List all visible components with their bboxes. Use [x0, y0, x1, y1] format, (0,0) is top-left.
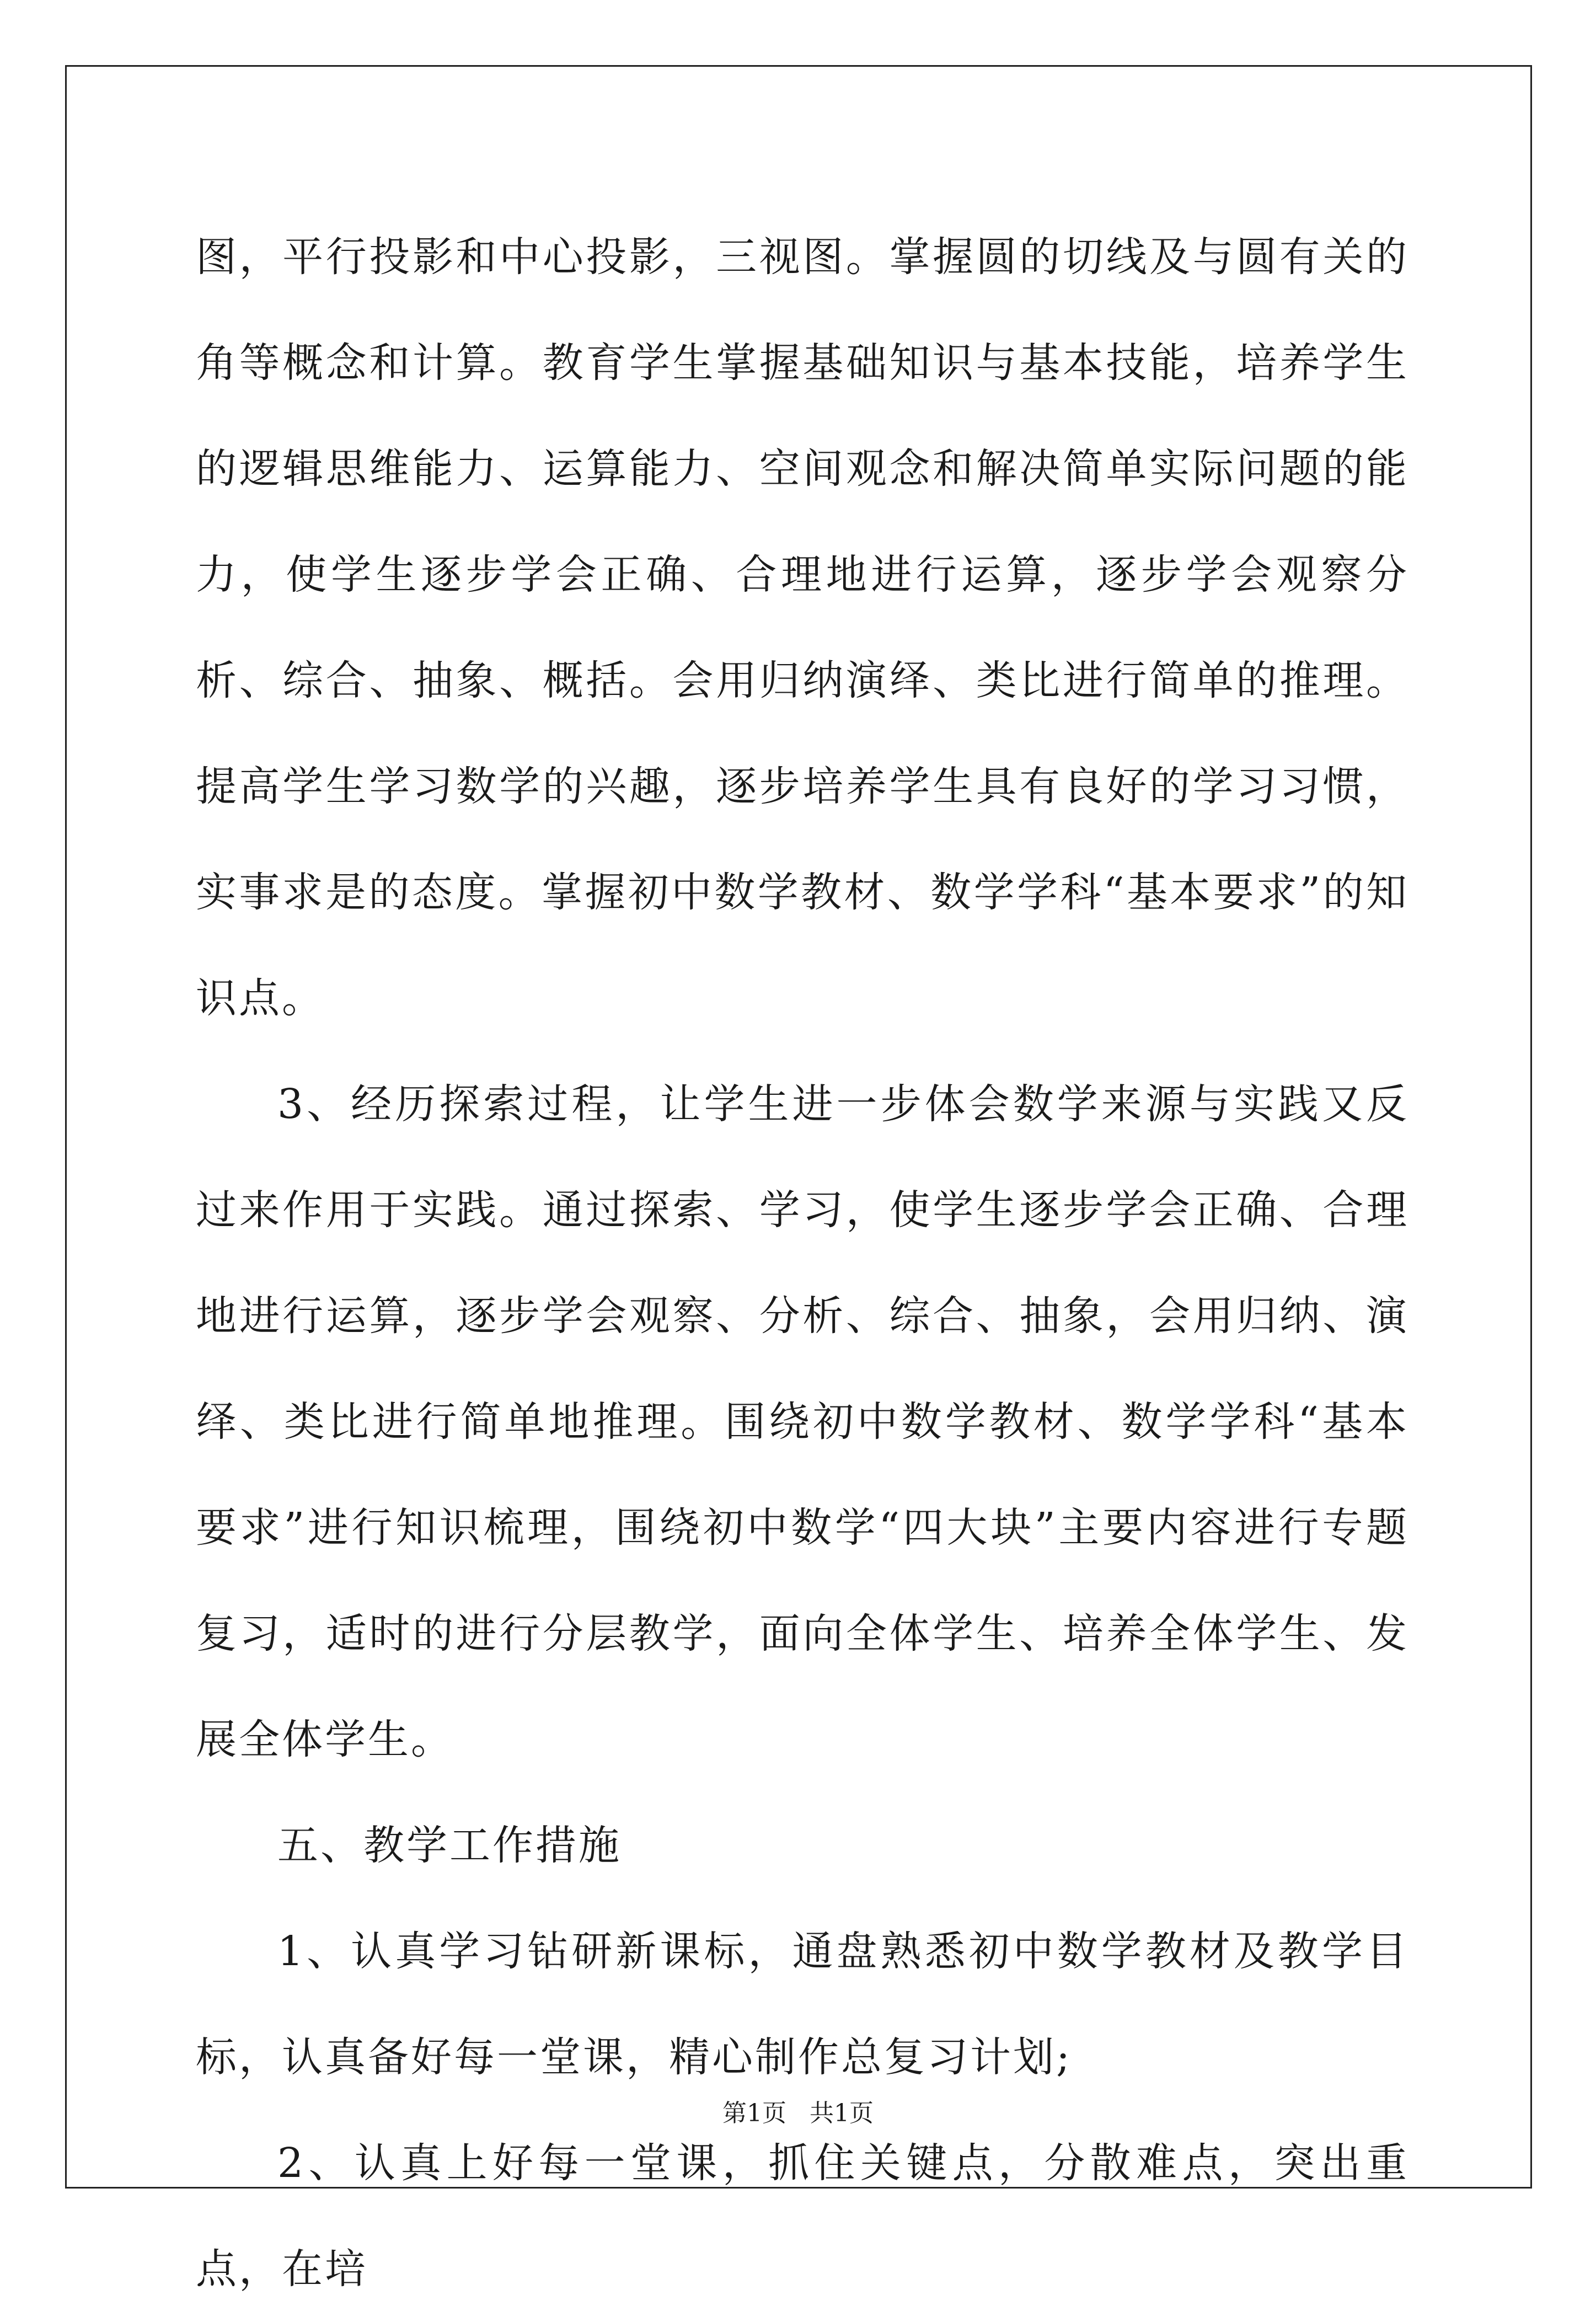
- paragraph-4: 2、认真上好每一堂课，抓住关键点，分散难点，突出重点，在培: [196, 2139, 1409, 2293]
- section-heading: 五、教学工作措施: [277, 1822, 622, 1869]
- paragraph-3: 1、认真学习钻研新课标，通盘熟悉初中数学教材及教学目标，认真备好每一堂课，精心制作总复习计划;: [196, 1928, 1409, 2081]
- paragraph-1: 图，平行投影和中心投影，三视图。掌握圆的切线及与圆有关的角等概念和计算。教育学生掌握基础知识与基本技能，培养学生的逻辑思维能力、运算能力、空间观念和解决简单实际问题的能力，使学生逐步学会正确、合理地进行运算，逐步学会观察分析、综合、抽象、概括。会用归纳演绎、类比进行简单的推理。提高学生学习数学的兴趣，逐步培养学生具有良好的学习习惯，实事求是的态度。掌握初中数学教材、数学学科“基本要求”的知识点。: [196, 233, 1409, 1022]
- page-number-footer: 第1页 共1页: [722, 2099, 874, 2127]
- paragraph-2: 3、经历探索过程，让学生进一步体会数学来源与实践又反过来作用于实践。通过探索、学习，使学生逐步学会正确、合理地进行运算，逐步学会观察、分析、综合、抽象，会用归纳、演绎、类比进行简单地推理。围绕初中数学教材、数学学科“基本要求”进行知识梳理，围绕初中数学“四大块”主要内容进行专题复习，适时的进行分层教学，面向全体学生、培养全体学生、发展全体学生。: [196, 1080, 1409, 1763]
- document-body: [196, 204, 1409, 2322]
